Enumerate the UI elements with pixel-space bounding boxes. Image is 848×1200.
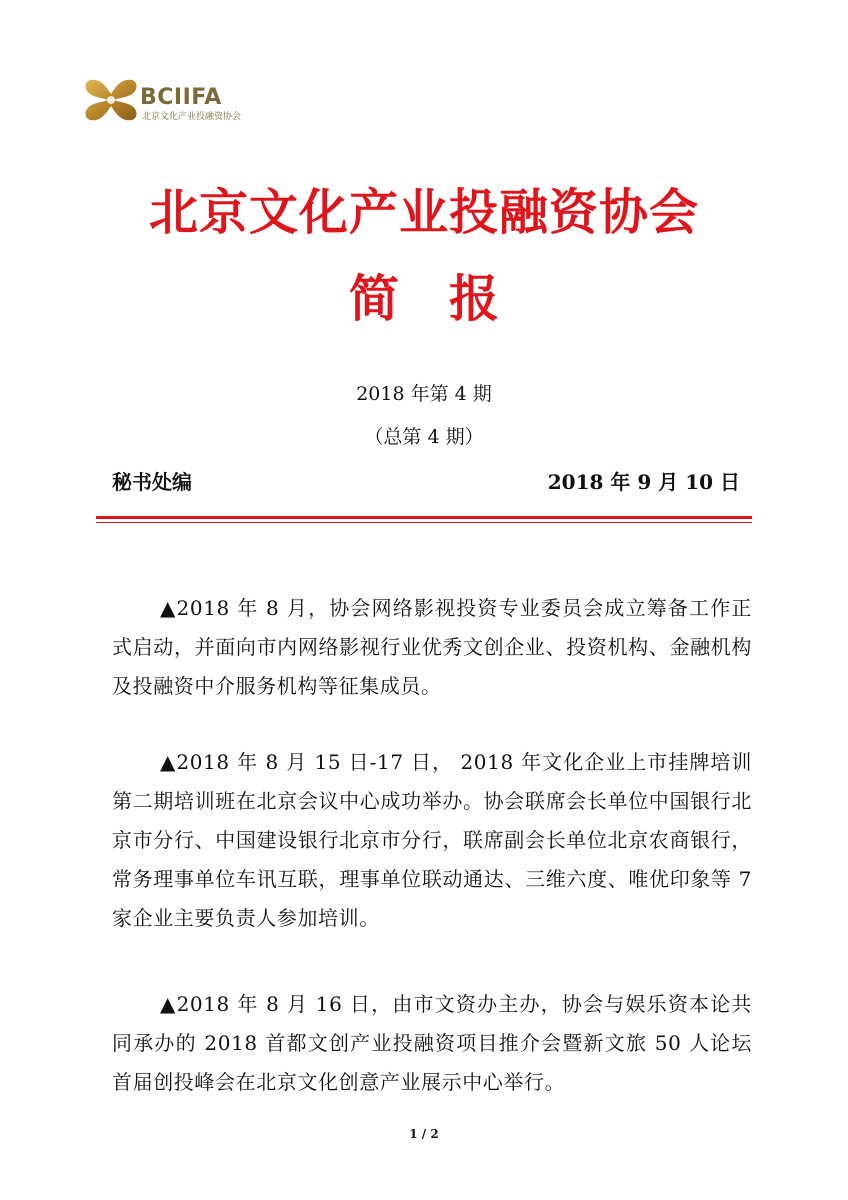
logo-subtitle: 北京文化产业投融资协会 [142,112,242,122]
publication-date: 2018 年 9 月 10 日 [547,470,740,494]
issue-total-number: （总第 4 期） [364,426,484,448]
header-divider-thin [96,522,752,523]
logo-wordmark: BCIIFA [140,85,222,110]
organization-title: 北京文化产业投融资协会 [148,183,699,241]
news-paragraph: ▲2018 年 8 月，协会网络影视投资专业委员会成立筹备工作正式启动，并面向市内网络影视行业优秀文创企业、投资机构、金融机构及投融资中介服务机构等征集成员。 [112,596,752,698]
header-divider-thick [96,516,752,519]
issue-number: 2018 年第 4 期 [356,383,492,405]
news-paragraph: ▲2018 年 8 月 16 日，由市文资办主办，协会与娱乐资本论共同承办的 2018 首都文创产业投融资项目推介会暨新文旅 50 人论坛首届创投峰会在北京文化创意产业展示中心举行。 [112,992,752,1094]
news-paragraph: ▲2018 年 8 月 15 日-17 日， 2018 年文化企业上市挂牌培训第二期培训班在北京会议中心成功举办。协会联席会长单位中国银行北京市分行、中国建设银行北京市分行，联席副会长单位北京农商银行，常务理事单位车讯互联，理事单位联动通达、三维六度、唯优印象等 7 家企业主要负责人参加培训。 [112,750,753,930]
bciifa-logo-mark-icon [80,72,142,128]
editor-label: 秘书处编 [112,470,192,494]
bciifa-logo [80,72,250,128]
page-number: 1 / 2 [409,1127,439,1141]
document-title: 简 报 [349,269,499,328]
